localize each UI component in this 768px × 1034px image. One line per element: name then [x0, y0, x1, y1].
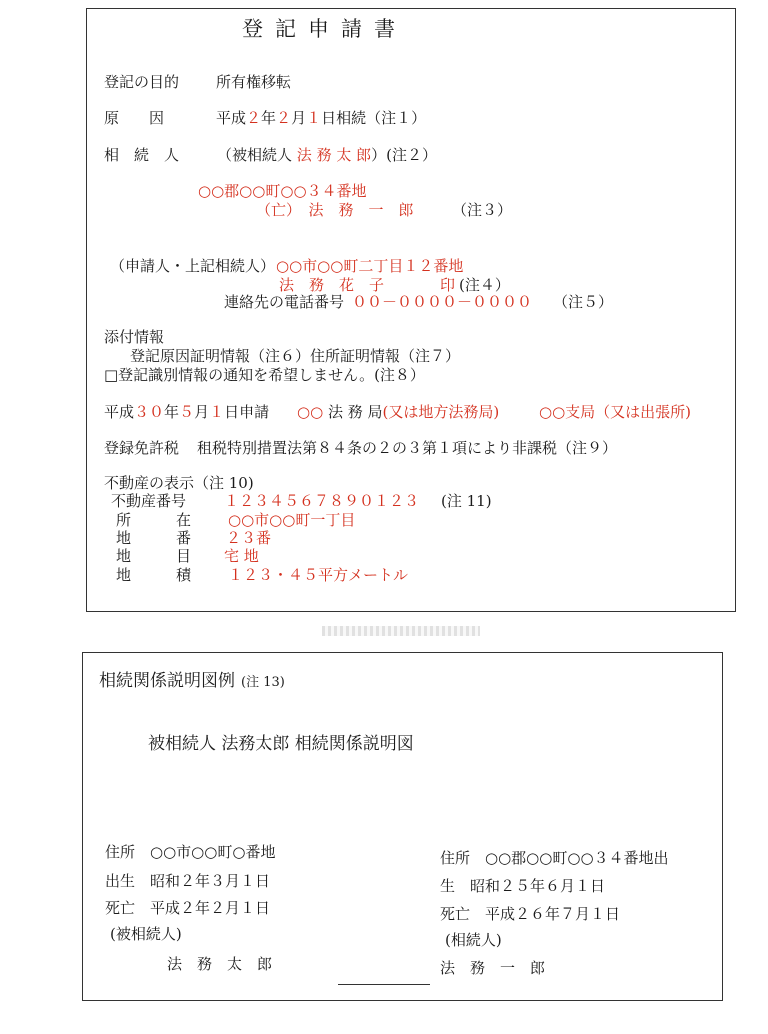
decedent-name: 法 務 太 郎	[167, 955, 273, 973]
scan-artifact	[322, 626, 480, 636]
cause-value: 平成２年２月１日相続（注１）	[216, 109, 427, 127]
lot-label: 地 番	[116, 529, 192, 547]
location-value: ○○市○○町一丁目	[228, 511, 356, 529]
decedent-role: (被相続人)	[110, 925, 182, 943]
area-label: 地 積	[116, 566, 192, 584]
purpose-label: 登記の目的	[104, 73, 180, 91]
category-value: 宅 地	[224, 547, 259, 565]
applicant-label: （申請人・上記相続人）	[110, 257, 276, 275]
attachments-value: 登記原因証明情報（注６）住所証明情報（注７）	[130, 347, 461, 365]
property-number-label: 不動産番号	[111, 492, 187, 510]
decedent-birth: 出生 昭和２年３月１日	[105, 872, 271, 890]
heir-role: (相続人)	[445, 931, 502, 949]
diagram-heading: 相続関係説明図例 (注 13)	[99, 671, 285, 691]
registry-office: ○○ 法 務 局(又は地方法務局)	[297, 403, 500, 421]
phone-label: 連絡先の電話番号	[224, 293, 345, 311]
phone-value: ００－００００－００００	[352, 293, 533, 311]
page-title: 登記申請書	[242, 17, 407, 41]
decedent-death: 死亡 平成２年２月１日	[105, 899, 271, 917]
heir-label: 相 続 人	[104, 146, 180, 164]
applicant-address: ○○市○○町二丁目１２番地	[276, 257, 464, 275]
branch-office: ○○支局（又は出張所)	[539, 403, 692, 421]
seal-mark: 印	[440, 276, 456, 294]
property-number-value: １２３４５６７８９０１２３	[224, 492, 420, 510]
lot-value: ２３番	[226, 529, 272, 547]
note-11: (注 11)	[441, 492, 492, 510]
inheritance-diagram-box	[82, 652, 723, 1001]
note-3: （注３）	[452, 201, 513, 219]
tax-label: 登録免許税	[104, 439, 180, 457]
decedent-field: （被相続人 法 務 太 郎）(注２）	[217, 146, 437, 164]
diagram-subtitle: 被相続人 法務太郎 相続関係説明図	[148, 734, 414, 754]
property-heading: 不動産の表示（注 10)	[104, 474, 254, 492]
heir-name: （亡） 法 務 一 郎	[256, 201, 414, 219]
category-label: 地 目	[116, 547, 192, 565]
tax-value: 租税特別措置法第８４条の２の３第１項により非課税（注９）	[197, 439, 618, 457]
identification-notice: □登記識別情報の通知を希望しません。(注８）	[104, 366, 425, 384]
note-5: （注５）	[553, 293, 614, 311]
note-4: (注４）	[459, 276, 510, 294]
purpose-value: 所有権移転	[216, 73, 292, 91]
decedent-address: 住所 ○○市○○町○番地	[105, 843, 276, 861]
location-label: 所 在	[116, 511, 192, 529]
applicant-name: 法 務 花 子	[279, 276, 385, 294]
cause-label: 原 因	[104, 109, 165, 127]
heir-death: 死亡 平成２６年７月１日	[440, 905, 621, 923]
relationship-line	[338, 984, 430, 985]
application-date: 平成３０年５月１日申請	[104, 403, 270, 421]
heir-address: ○○郡○○町○○３４番地	[198, 182, 367, 200]
heir-address-diagram: 住所 ○○郡○○町○○３４番地出	[440, 849, 669, 867]
heir-name-diagram: 法 務 一 郎	[440, 959, 546, 977]
heir-birth: 生 昭和２５年６月１日	[440, 877, 606, 895]
area-value: １２３・４５平方メートル	[228, 566, 409, 584]
attachments-label: 添付情報	[104, 328, 165, 346]
